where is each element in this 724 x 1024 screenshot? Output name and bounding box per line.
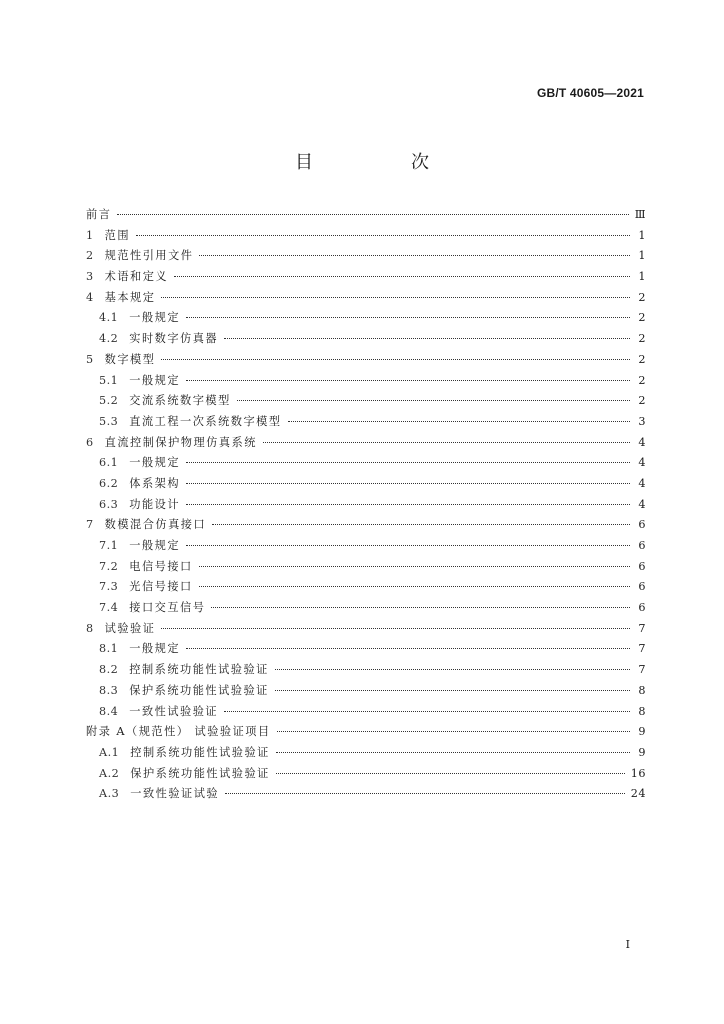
toc-dot-leader [224, 711, 630, 712]
toc-entry-page: 7 [638, 621, 646, 635]
toc-entry-number: 8.4 [99, 704, 119, 718]
toc-entry-page: 9 [638, 745, 646, 759]
toc-entry-number: 7 [86, 518, 94, 532]
toc-entry-page: 2 [638, 394, 646, 408]
toc-entry[interactable] [86, 413, 646, 434]
toc-entry-title: 一般规定 [129, 311, 181, 325]
toc-entry-page: 2 [638, 332, 646, 346]
toc-entry-page: 2 [638, 373, 646, 387]
toc-entry-number: 8 [86, 621, 94, 635]
toc-entry-number: 5.1 [99, 373, 119, 387]
toc-entry-page: 9 [638, 725, 646, 739]
toc-entry-title: 一般规定 [129, 373, 181, 387]
toc-entry-title: 规范性引用文件 [104, 249, 194, 263]
toc-entry-page: 1 [638, 228, 646, 242]
toc-entry-title: 接口交互信号 [129, 601, 206, 615]
toc-entry[interactable] [86, 206, 646, 227]
toc-entry[interactable] [86, 454, 646, 475]
toc-entry[interactable] [86, 268, 646, 289]
toc-entry-title: 控制系统功能性试验验证 [129, 663, 269, 677]
toc-dot-leader [275, 690, 630, 691]
toc-dot-leader [212, 524, 630, 525]
toc-entry-title: 功能设计 [129, 497, 181, 511]
toc-entry-page: 4 [638, 456, 646, 470]
toc-dot-leader [211, 607, 630, 608]
toc-entry-number: 1 [86, 228, 94, 242]
toc-dot-leader [186, 648, 630, 649]
toc-dot-leader [186, 504, 630, 505]
toc-entry-number: 7.4 [99, 601, 119, 615]
toc-entry[interactable] [86, 578, 646, 599]
standard-code: GB/T 40605—2021 [536, 86, 644, 100]
toc-entry[interactable] [86, 703, 646, 724]
toc-entry-number: 5 [86, 352, 94, 366]
toc-entry[interactable] [86, 723, 646, 744]
toc-entry[interactable] [86, 351, 646, 372]
toc-entry-number: 6 [86, 435, 94, 449]
toc-entry[interactable] [86, 496, 646, 517]
toc-entry-page: 1 [638, 270, 646, 284]
toc-dot-leader [276, 773, 625, 774]
toc-entry-number: 7.3 [99, 580, 119, 594]
toc-entry[interactable] [86, 247, 646, 268]
toc-entry[interactable] [86, 537, 646, 558]
toc-dot-leader [161, 297, 630, 298]
toc-entry-number: 2 [86, 249, 94, 263]
toc-entry-number: 4 [86, 290, 94, 304]
toc-entry-title: 一般规定 [129, 642, 181, 656]
toc-entry[interactable] [86, 682, 646, 703]
page-title: 目 次 [295, 152, 469, 173]
toc-entry-title: 实时数字仿真器 [129, 332, 219, 346]
toc-entry-title: 一致性验证试验 [130, 787, 220, 801]
toc-dot-leader [186, 317, 630, 318]
toc-entry[interactable] [86, 392, 646, 413]
toc-entry-title: 附录 A（规范性） 试验验证项目 [86, 725, 271, 739]
toc-entry-title: 一般规定 [129, 539, 181, 552]
toc-entry-number: 6.2 [99, 476, 119, 490]
toc-entry[interactable] [86, 640, 646, 661]
toc-dot-leader [186, 545, 630, 546]
toc-dot-leader [225, 793, 625, 794]
toc-entry-title: 保护系统功能性试验验证 [129, 683, 269, 697]
toc-entry-title: 电信号接口 [129, 559, 193, 573]
toc-entry[interactable] [86, 558, 646, 579]
toc-entry-page: 4 [638, 435, 646, 449]
toc-entry-page: 4 [638, 476, 646, 490]
toc-entry-number: A.2 [99, 766, 120, 780]
toc-entry[interactable] [86, 372, 646, 393]
toc-entry-title: 保护系统功能性试验验证 [130, 766, 270, 780]
toc-entry-page: 2 [638, 311, 646, 325]
toc-dot-leader [161, 628, 630, 629]
toc-entry-number: A.1 [99, 745, 120, 759]
toc-entry-page: 6 [638, 559, 646, 573]
toc-entry-title: 光信号接口 [129, 580, 193, 594]
toc-dot-leader [199, 586, 630, 587]
toc-entry-page: 7 [638, 663, 646, 677]
toc-entry-page: 6 [638, 580, 646, 594]
toc-entry-number: 8.3 [99, 683, 119, 697]
toc-entry-page: 7 [638, 642, 646, 656]
toc-entry-page: 6 [638, 601, 646, 615]
toc-entry-title: 直流控制保护物理仿真系统 [104, 435, 257, 449]
toc-dot-leader [117, 214, 628, 215]
toc-entry-page: 24 [630, 787, 646, 801]
toc-entry[interactable] [86, 516, 646, 537]
toc-entry[interactable] [86, 330, 646, 351]
toc-entry-number: 4.2 [99, 332, 119, 346]
toc-dot-leader [161, 359, 630, 360]
toc-entry-number: 8.1 [99, 642, 119, 656]
toc-entry-number: 6.3 [99, 497, 119, 511]
toc-dot-leader [237, 400, 630, 401]
toc-entry-number: 5.3 [99, 414, 119, 428]
toc-entry-title: 前言 [86, 208, 112, 221]
toc-entry-title: 试验验证 [104, 621, 156, 635]
toc-dot-leader [276, 752, 630, 753]
toc-entry-title: 一般规定 [129, 456, 181, 470]
toc-entry[interactable] [86, 661, 646, 682]
toc-dot-leader [174, 276, 630, 277]
toc-entry-title: 数模混合仿真接口 [104, 518, 207, 532]
toc-dot-leader [288, 421, 630, 422]
toc-entry[interactable] [86, 434, 646, 455]
toc-entry-number: 5.2 [99, 394, 119, 408]
toc-dot-leader [186, 483, 630, 484]
toc-entry-page: Ⅲ [634, 208, 646, 221]
toc-entry-title: 一致性试验验证 [129, 704, 219, 718]
toc-entry-number: A.3 [99, 787, 120, 801]
toc-entry-title: 范围 [104, 228, 131, 242]
toc-entry-title: 数字模型 [104, 352, 156, 366]
toc-entry-number: 7.2 [99, 559, 119, 573]
toc-entry[interactable] [86, 765, 646, 786]
toc-entry-title: 交流系统数字模型 [129, 394, 231, 408]
toc-entry-page: 6 [638, 539, 646, 552]
toc-entry-number: 3 [86, 270, 94, 284]
toc-dot-leader [275, 669, 630, 670]
table-of-contents [86, 206, 646, 806]
toc-entry[interactable] [86, 620, 646, 641]
toc-entry-number: 7.1 [99, 539, 119, 552]
toc-entry-page: 6 [638, 518, 646, 532]
toc-dot-leader [277, 731, 630, 732]
toc-entry-number: 8.2 [99, 663, 119, 677]
toc-entry-title: 基本规定 [104, 290, 156, 304]
toc-dot-leader [224, 338, 630, 339]
toc-entry[interactable] [86, 475, 646, 496]
toc-entry-page: 2 [638, 352, 646, 366]
toc-entry-title: 直流工程一次系统数字模型 [129, 414, 282, 428]
toc-dot-leader [186, 380, 630, 381]
toc-entry-page: 2 [638, 290, 646, 304]
toc-entry-page: 16 [630, 766, 646, 780]
toc-dot-leader [186, 462, 630, 463]
toc-entry-page: 8 [638, 683, 646, 697]
toc-entry[interactable] [86, 744, 646, 765]
toc-entry-title: 控制系统功能性试验验证 [130, 745, 270, 759]
toc-entry-page: 1 [638, 249, 646, 263]
toc-dot-leader [136, 235, 630, 236]
toc-entry-page: 8 [638, 704, 646, 718]
toc-dot-leader [199, 566, 630, 567]
toc-entry-number: 6.1 [99, 456, 119, 470]
toc-entry[interactable] [86, 599, 646, 620]
toc-dot-leader [199, 255, 630, 256]
toc-entry-title: 体系架构 [129, 476, 181, 490]
toc-entry-page: 3 [638, 414, 646, 428]
toc-entry[interactable] [86, 309, 646, 330]
toc-entry[interactable] [86, 289, 646, 310]
toc-entry[interactable] [86, 227, 646, 248]
toc-entry-page: 4 [638, 497, 646, 511]
page-number: I [625, 938, 630, 951]
toc-entry-title: 术语和定义 [104, 270, 169, 284]
toc-dot-leader [263, 442, 630, 443]
toc-entry[interactable] [86, 785, 646, 806]
toc-entry-number: 4.1 [99, 311, 119, 325]
